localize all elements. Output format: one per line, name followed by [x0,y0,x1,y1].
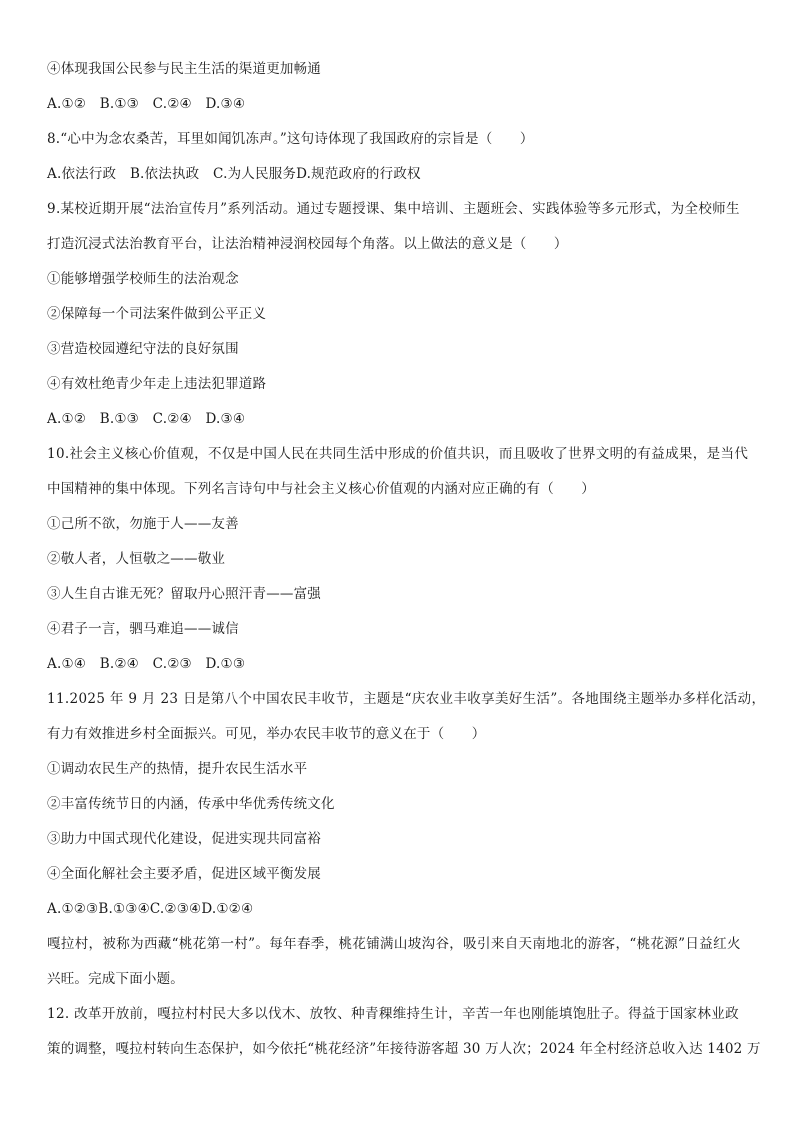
question-10-stem-line-1: 10.社会主义核心价值观，不仅是中国人民在共同生活中形成的价值共识，而且吸收了世界文明的有益成果，是当代 [47,446,749,462]
question-11-stem-line-2: 有力有效推进乡村全面振兴。可见，举办农民丰收节的意义在于（ ） [47,726,486,742]
question-11-option-2: ②丰富传统节日的内涵，传承中华优秀传统文化 [47,796,335,812]
question-11-option-1: ①调动农民生产的热情，提升农民生活水平 [47,761,308,777]
question-11-option-4: ④全面化解社会主要矛盾，促进区域平衡发展 [47,866,321,882]
passage-intro-line-2: 兴旺。完成下面小题。 [47,971,184,987]
question-12-stem-line-2: 策的调整，嘎拉村转向生态保护，如今依托“桃花经济”年接待游客超 30 万人次；2024 年全村经济总收入达 1402 万 [47,1041,761,1057]
passage-intro-line-1: 嘎拉村，被称为西藏“桃花第一村”。每年春季，桃花铺满山坡沟谷，吸引来自天南地北的游客，“桃花源”日益红火 [47,936,741,952]
question-11-option-3: ③助力中国式现代化建设，促进实现共同富裕 [47,831,321,847]
question-10-option-3: ③人生自古谁无死？留取丹心照汗青——富强 [47,586,321,602]
answer-choices-q8: A.依法行政 B.依法执政 C.为人民服务D.规范政府的行政权 [47,166,421,182]
answer-choices-q9: A.①② B.①③ C.②④ D.③④ [47,411,246,427]
question-9-option-1: ①能够增强学校师生的法治观念 [47,271,239,287]
question-9-option-4: ④有效杜绝青少年走上违法犯罪道路 [47,376,267,392]
question-11-stem-line-1: 11.2025 年 9 月 23 日是第八个中国农民丰收节，主题是“庆农业丰收享美好生活”。各地围绕主题举办多样化活动， [47,691,766,707]
question-9-option-3: ③营造校园遵纪守法的良好氛围 [47,341,239,357]
question-10-option-2: ②敬人者，人恒敬之——敬业 [47,551,226,567]
question-9-stem-line-1: 9.某校近期开展“法治宣传月”系列活动。通过专题授课、集中培训、主题班会、实践体验等多元形式，为全校师生 [47,201,740,217]
option-4-text: ④体现我国公民参与民主生活的渠道更加畅通 [47,61,321,77]
document-page [47,52,766,1067]
question-9-option-2: ②保障每一个司法案件做到公平正义 [47,306,267,322]
question-12-stem-line-1: 12. 改革开放前，嘎拉村村民大多以伐木、放牧、种青稞维持生计，辛苦一年也刚能填饱肚子。得益于国家林业政 [47,1006,739,1022]
question-10-option-1: ①己所不欲，勿施于人——友善 [47,516,239,532]
answer-choices-q11: A.①②③B.①③④C.②③④D.①②④ [47,901,254,917]
question-9-stem-line-2: 打造沉浸式法治教育平台，让法治精神浸润校园每个角落。以上做法的意义是（ ） [47,236,568,252]
question-8-stem: 8.“心中为念农桑苦，耳里如闻饥冻声。”这句诗体现了我国政府的宗旨是（ ） [47,131,534,147]
question-10-stem-line-2: 中国精神的集中体现。下列名言诗句中与社会主义核心价值观的内涵对应正确的有（ ） [47,481,595,497]
answer-choices-q10: A.①④ B.②④ C.②③ D.①③ [47,656,246,672]
question-10-option-4: ④君子一言，驷马难追——诚信 [47,621,239,637]
answer-choices-q7: A.①② B.①③ C.②④ D.③④ [47,96,246,112]
